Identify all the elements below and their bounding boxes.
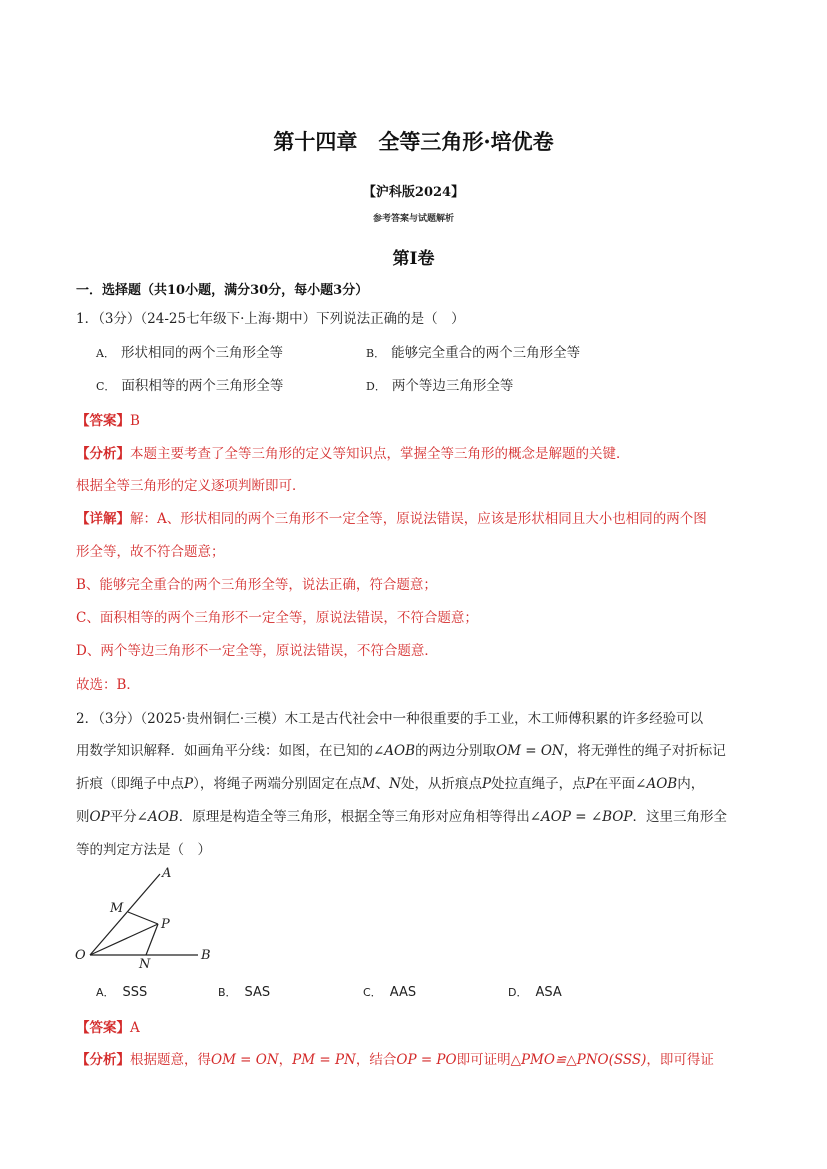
- segment-mp: [128, 912, 158, 924]
- math-angle-aob: ∠AOB: [635, 776, 678, 792]
- text: 根据题意，得: [130, 1052, 211, 1068]
- q1-option-b: [366, 341, 580, 361]
- q1-detail-line3: C、面积相等的两个三角形不一定全等，原说法错误，不符合题意；: [76, 610, 478, 626]
- math-op: OP: [89, 809, 110, 825]
- text: ，: [278, 1052, 293, 1068]
- math-om-on: OM = ON: [211, 1052, 279, 1068]
- detail-text: 解：A、形状相同的两个三角形不一定全等，原说法错误，应该是形状相同且大小也相同的两个图: [130, 511, 707, 527]
- text: 内，: [677, 776, 705, 792]
- option-letter: D．: [366, 380, 386, 393]
- label-n: N: [139, 957, 151, 972]
- text: 即可证明: [456, 1052, 511, 1068]
- math-congruence: △PMO≌△PNO(SSS): [510, 1052, 647, 1068]
- text: ，将无弹性的绳子对折标记: [563, 743, 726, 759]
- text: ，结合: [355, 1052, 397, 1068]
- q2-analysis: [76, 1048, 714, 1068]
- text: ．原理是构造全等三角形，根据全等三角形对应角相等得出: [178, 809, 530, 825]
- answer-tag: 【答案】: [76, 413, 130, 429]
- q1-analysis-line2: 根据全等三角形的定义逐项判断即可．: [76, 478, 306, 494]
- option-letter: B．: [218, 986, 237, 999]
- q2-answer: [76, 1016, 140, 1036]
- math-angle-equal: ∠AOP = ∠BOP: [529, 809, 633, 825]
- math-p: P: [481, 776, 492, 792]
- angle-bisector-figure: [70, 860, 220, 972]
- q1-analysis: [76, 442, 630, 462]
- label-m: M: [110, 901, 124, 916]
- option-text: SSS: [122, 985, 148, 1000]
- option-text: SAS: [244, 985, 271, 1000]
- math-m: M: [361, 776, 376, 792]
- text: 的两边分别取: [415, 743, 497, 759]
- text: 折痕（即绳子中点: [76, 776, 184, 792]
- math-op-po: OP = PO: [396, 1052, 457, 1068]
- q2-option-b: [218, 984, 270, 1000]
- q1-detail-line2: B、能够完全重合的两个三角形全等，说法正确，符合题意；: [76, 577, 437, 593]
- option-text: ASA: [535, 985, 562, 1000]
- q1-stem: 1．（3分）（24-25七年级下·上海·期中）下列说法正确的是（ ）: [76, 311, 465, 327]
- q2-line2: [76, 739, 726, 759]
- text: ．这里三角形全: [632, 809, 727, 825]
- answer-value: A: [130, 1020, 140, 1036]
- section-heading: 一．选择题（共10小题，满分30分，每小题3分）: [76, 283, 369, 298]
- option-text: 面积相等的两个三角形全等: [121, 378, 284, 394]
- option-text: AAS: [389, 985, 417, 1000]
- q2-line4: [76, 805, 727, 825]
- text: 则: [76, 809, 90, 825]
- analysis-text: 本题主要考查了全等三角形的定义等知识点，掌握全等三角形的概念是解题的关键．: [130, 446, 630, 462]
- text: ），将绳子两端分别固定在点: [193, 776, 362, 792]
- text: 平分: [109, 809, 137, 825]
- q2-line3: [76, 772, 704, 792]
- option-letter: B．: [366, 347, 386, 360]
- text: 用数学知识解释．如画角平分线：如图，在已知的: [76, 743, 373, 759]
- q2-line1: 2．（3分）（2025·贵州铜仁·三模）木工是古代社会中一种很重要的手工业，木工师傅积累的许多经验可以: [76, 711, 704, 727]
- label-o: O: [75, 948, 86, 963]
- math-angle-aob: ∠AOB: [373, 743, 416, 759]
- math-p: P: [585, 776, 595, 792]
- label-b: B: [201, 948, 211, 963]
- text: 处，从折痕点: [400, 776, 482, 792]
- edition-label: 【沪科版2024】: [362, 185, 465, 200]
- q1-option-c: [96, 374, 283, 394]
- label-a: A: [162, 866, 172, 881]
- q1-answer: [76, 409, 140, 429]
- label-p: P: [161, 917, 170, 932]
- analysis-tag: 【分析】: [76, 446, 130, 462]
- math-om-on: OM = ON: [496, 743, 564, 759]
- math-pm-pn: PM = PN: [292, 1052, 356, 1068]
- q2-option-c: [363, 984, 416, 1000]
- option-letter: C．: [363, 986, 382, 999]
- analysis-tag: 【分析】: [76, 1052, 130, 1068]
- ray-oa: [90, 874, 160, 955]
- q1-detail-line1: [76, 507, 707, 527]
- text: 、: [375, 776, 390, 792]
- option-letter: A．: [96, 347, 115, 360]
- option-text: 能够完全重合的两个三角形全等: [391, 345, 581, 361]
- q1-option-d: [366, 374, 513, 394]
- q1-detail-line4: D、两个等边三角形不一定全等，原说法错误，不符合题意．: [76, 643, 438, 659]
- q2-line5: 等的判定方法是（ ）: [76, 842, 211, 858]
- option-letter: A．: [96, 986, 115, 999]
- option-letter: C．: [96, 380, 116, 393]
- detail-tag: 【详解】: [76, 511, 130, 527]
- option-letter: D．: [508, 986, 528, 999]
- math-angle-aob: ∠AOB: [136, 809, 179, 825]
- answer-value: B: [130, 413, 140, 429]
- q2-option-a: [96, 984, 147, 1000]
- q1-detail-line1b: 形全等，故不符合题意；: [76, 544, 225, 560]
- answer-tag: 【答案】: [76, 1020, 130, 1036]
- q1-conclusion: 故选：B．: [76, 677, 140, 693]
- page-title: 第十四章 全等三角形·培优卷: [273, 129, 554, 154]
- subtitle: 参考答案与试题解析: [372, 214, 454, 224]
- text: ，即可得证: [646, 1052, 714, 1068]
- option-text: 两个等边三角形全等: [391, 378, 514, 394]
- option-text: 形状相同的两个三角形全等: [120, 345, 283, 361]
- math-p: P: [184, 776, 194, 792]
- q2-option-d: [508, 984, 562, 1000]
- math-n: N: [389, 776, 401, 792]
- text: 处拉直绳子，点: [491, 776, 586, 792]
- volume-heading: 第Ⅰ卷: [392, 249, 435, 269]
- q1-option-a: [96, 341, 283, 361]
- text: 在平面: [594, 776, 636, 792]
